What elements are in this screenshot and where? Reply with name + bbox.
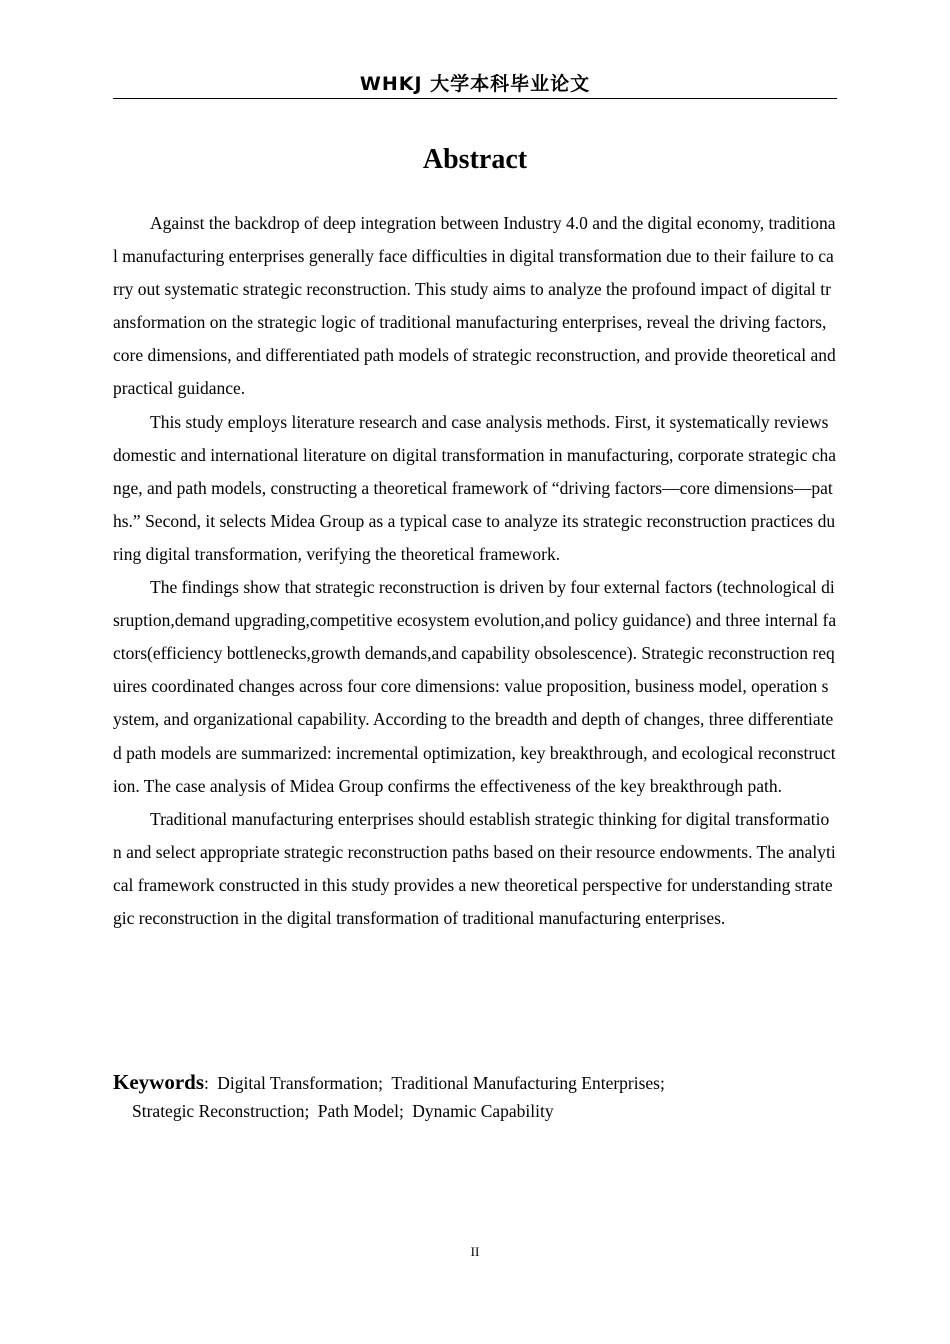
page-number: II [470,1244,480,1259]
keyword-item: Digital Transformation; [217,1073,384,1093]
keywords-section [113,1068,837,1125]
abstract-paragraph-2: This study employs literature research and case analysis methods. First, it systematically reviews domestic and international literature on digital transformation in manufacturing, corporate strategic change, and path models, constructing a theoretical framework of “driving factors—core dimensions—paths.” Second, it selects Midea Group as a typical case to analyze its strategic reconstruction practices during digital transformation, verifying the theoretical framework. [113,411,837,564]
abstract-paragraph-3: The findings show that strategic reconstruction is driven by four external factors (technological disruption,demand upgrading,competitive ecosystem evolution,and policy guidance) and three internal factors(efficiency bottlenecks,growth demands,and capability obsolescence). Strategic reconstruction requires coordinated changes across four core dimensions: value proposition, business model, operation system, and organizational capability. According to the breadth and depth of changes, three differentiated path models are summarized: incremental optimization, key breakthrough, and ecological reconstruction. The case analysis of Midea Group confirms the effectiveness of the key breakthrough path. [113,577,837,796]
abstract-paragraph-4: Traditional manufacturing enterprises should establish strategic thinking for digital transformation and select appropriate strategic reconstruction paths based on their resource endowments. The analytical framework constructed in this study provides a new theoretical perspective for understanding strategic reconstruction in the digital transformation of traditional manufacturing enterprises. [113,808,836,928]
running-title: WHKJ 大学本科毕业论文 [359,73,591,95]
keyword-item: Path Model; [317,1101,404,1121]
keyword-item: Strategic Reconstruction; [132,1101,310,1121]
abstract-title: Abstract [422,144,528,175]
keywords-line-1 [113,1068,837,1097]
abstract-body [113,207,837,935]
keywords-separator: : [204,1073,209,1093]
running-header [113,70,837,99]
keywords-line-2 [113,1097,837,1125]
abstract-paragraph-1: Against the backdrop of deep integration between Industry 4.0 and the digital economy, traditional manufacturing enterprises generally face difficulties in digital transformation due to their failure to carry out systematic strategic reconstruction. This study aims to analyze the profound impact of digital transformation on the strategic logic of traditional manufacturing enterprises, reveal the driving factors, core dimensions, and differentiated path models of strategic reconstruction, and provide theoretical and practical guidance. [113,213,836,399]
keywords-label: Keywords [113,1070,204,1094]
keyword-item: Traditional Manufacturing Enterprises; [391,1073,665,1093]
keyword-item: Dynamic Capability [412,1101,554,1121]
